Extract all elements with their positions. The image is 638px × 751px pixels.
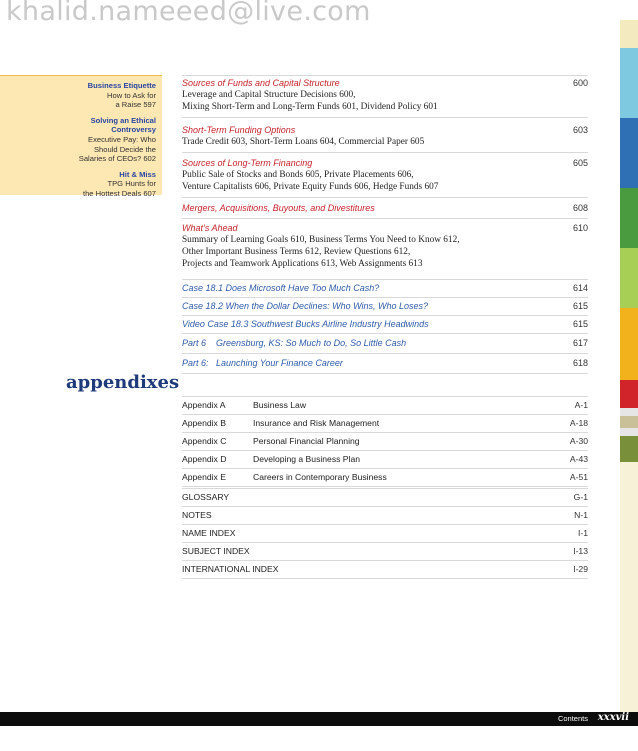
edge-tab: [620, 462, 638, 712]
edge-tab: [620, 188, 638, 248]
case-title: Part 6 Greensburg, KS: So Much to Do, So Little Cash: [182, 338, 407, 348]
back-matter-row[interactable]: [182, 489, 588, 506]
case-entry[interactable]: [182, 334, 588, 353]
back-matter-name: NOTES: [182, 510, 212, 520]
case-page: 617: [572, 338, 588, 348]
appendix-row[interactable]: [182, 397, 588, 414]
appendix-row[interactable]: [182, 451, 588, 468]
toc-entry-title: Mergers, Acquisitions, Buyouts, and Divestitures: [182, 203, 375, 213]
back-matter-list: [182, 488, 588, 579]
edge-tab: [620, 380, 638, 408]
case-entry[interactable]: [182, 354, 588, 373]
sidebar-heading: Hit & Miss: [119, 169, 156, 179]
back-matter-page: G-1: [573, 492, 588, 502]
appendix-name: Developing a Business Plan: [253, 454, 361, 464]
appendix-label: Appendix A: [182, 400, 226, 410]
case-page: 615: [572, 319, 588, 329]
toc-entry-line: Trade Credit 603, Short-Term Loans 604, Commercial Paper 605: [182, 137, 425, 147]
case-page: 618: [572, 358, 588, 368]
back-matter-page: I-1: [577, 528, 588, 538]
back-matter-page: I-29: [573, 564, 588, 574]
edge-tab: [620, 416, 638, 428]
sidebar-text: Should Decide the: [93, 144, 156, 154]
case-entry[interactable]: [182, 298, 588, 315]
edge-tab: [620, 428, 638, 436]
sidebar-text: a Raise 597: [115, 100, 156, 110]
back-matter-row[interactable]: [182, 543, 588, 560]
sidebar-text: How to Ask for: [107, 90, 156, 100]
case-title: Case 18.1 Does Microsoft Have Too Much Cash?: [182, 283, 380, 293]
toc-entry-title: Sources of Funds and Capital Structure: [182, 78, 340, 88]
toc-entry-page: 600: [572, 78, 588, 88]
toc-entry[interactable]: [182, 219, 588, 270]
sidebar-ethics: [0, 116, 162, 164]
toc-entry[interactable]: [182, 76, 588, 113]
appendix-page: A-1: [574, 400, 588, 410]
sidebar-text: TPG Hunts for: [107, 179, 156, 189]
toc-entry-line: Summary of Learning Goals 610, Business Terms You Need to Know 612,: [182, 235, 460, 245]
appendix-page: A-51: [569, 472, 588, 482]
toc-entry-page: 603: [572, 125, 588, 135]
back-matter-name: INTERNATIONAL INDEX: [182, 564, 279, 574]
edge-tab: [620, 308, 638, 380]
back-matter-name: GLOSSARY: [182, 492, 230, 502]
footer-label: Contents: [557, 714, 588, 723]
case-title: Video Case 18.3 Southwest Bucks Airline Industry Headwinds: [182, 319, 429, 329]
toc-entry-line: Public Sale of Stocks and Bonds 605, Private Placements 606,: [182, 170, 414, 180]
case-title: Case 18.2 When the Dollar Declines: Who Wins, Who Loses?: [182, 301, 429, 311]
toc-entry-line: Projects and Teamwork Applications 613, Web Assignments 613: [182, 259, 423, 269]
toc-entry-line: Mixing Short-Term and Long-Term Funds 601, Dividend Policy 601: [182, 102, 438, 112]
appendix-list: [182, 396, 588, 487]
edge-tab: [620, 118, 638, 188]
sidebar-heading: Business Etiquette: [87, 81, 156, 90]
edge-tab: [620, 248, 638, 308]
appendix-label: Appendix E: [182, 472, 226, 482]
back-matter-row[interactable]: [182, 507, 588, 524]
edge-tab: [620, 408, 638, 416]
appendix-page: A-30: [569, 436, 588, 446]
case-page: 614: [572, 283, 588, 293]
appendix-row[interactable]: [182, 433, 588, 450]
back-matter-row[interactable]: [182, 561, 588, 578]
case-title: Part 6: Launching Your Finance Career: [182, 358, 343, 368]
edge-tab: [620, 436, 638, 462]
footer-bar: [0, 712, 638, 726]
sidebar-text: the Hottest Deals 607: [82, 188, 156, 198]
toc-entry-title: Short-Term Funding Options: [182, 125, 296, 135]
sidebar-hit-miss: [0, 170, 162, 199]
edge-tab: [620, 20, 638, 48]
sidebar-text: Salaries of CEOs? 602: [78, 154, 156, 164]
toc-entry-line: Leverage and Capital Structure Decisions 600,: [182, 90, 356, 100]
appendix-label: Appendix D: [182, 454, 227, 464]
appendix-label: Appendix C: [182, 436, 227, 446]
appendix-name: Careers in Contemporary Business: [253, 472, 387, 482]
toc-entry[interactable]: [182, 198, 588, 214]
toc-entry-page: 610: [572, 223, 588, 233]
toc-entry-page: 608: [572, 203, 588, 213]
back-matter-page: I-13: [573, 546, 588, 556]
watermark: khalid.nameeed@live.com: [6, 0, 371, 27]
sidebar-etiquette: [0, 81, 162, 110]
back-matter-name: NAME INDEX: [182, 528, 236, 538]
appendix-page: A-18: [569, 418, 588, 428]
appendix-page: A-43: [569, 454, 588, 464]
toc-entry-line: Venture Capitalists 606, Private Equity Funds 606, Hedge Funds 607: [182, 182, 439, 192]
toc-sections: [182, 75, 588, 270]
toc-entry-title: What’s Ahead: [182, 223, 238, 233]
toc-entry[interactable]: [182, 118, 588, 148]
appendix-name: Insurance and Risk Management: [253, 418, 380, 428]
footer-page-number: xxxvii: [597, 712, 629, 723]
back-matter-row[interactable]: [182, 525, 588, 542]
appendix-name: Business Law: [253, 400, 307, 410]
appendix-name: Personal Financial Planning: [253, 436, 360, 446]
edge-tab: [620, 48, 638, 118]
appendix-label: Appendix B: [182, 418, 226, 428]
back-matter-name: SUBJECT INDEX: [182, 546, 250, 556]
sidebar-text: Executive Pay: Who: [88, 134, 156, 144]
toc-cases: [182, 279, 588, 374]
toc-entry[interactable]: [182, 153, 588, 193]
case-page: 615: [572, 301, 588, 311]
case-entry[interactable]: [182, 280, 588, 297]
appendix-row[interactable]: [182, 415, 588, 432]
toc-entry-line: Other Important Business Terms 612, Review Questions 612,: [182, 247, 411, 257]
case-entry[interactable]: [182, 316, 588, 333]
sidebar-heading: Controversy: [111, 125, 156, 135]
sidebar-heading: Solving an Ethical: [90, 115, 156, 125]
appendix-row[interactable]: [182, 469, 588, 486]
appendixes-heading: appendixes: [66, 372, 180, 393]
back-matter-page: N-1: [574, 510, 588, 520]
toc-entry-title: Sources of Long-Term Financing: [182, 158, 313, 168]
toc-entry-page: 605: [572, 158, 588, 168]
sidebar-features: [0, 75, 162, 198]
